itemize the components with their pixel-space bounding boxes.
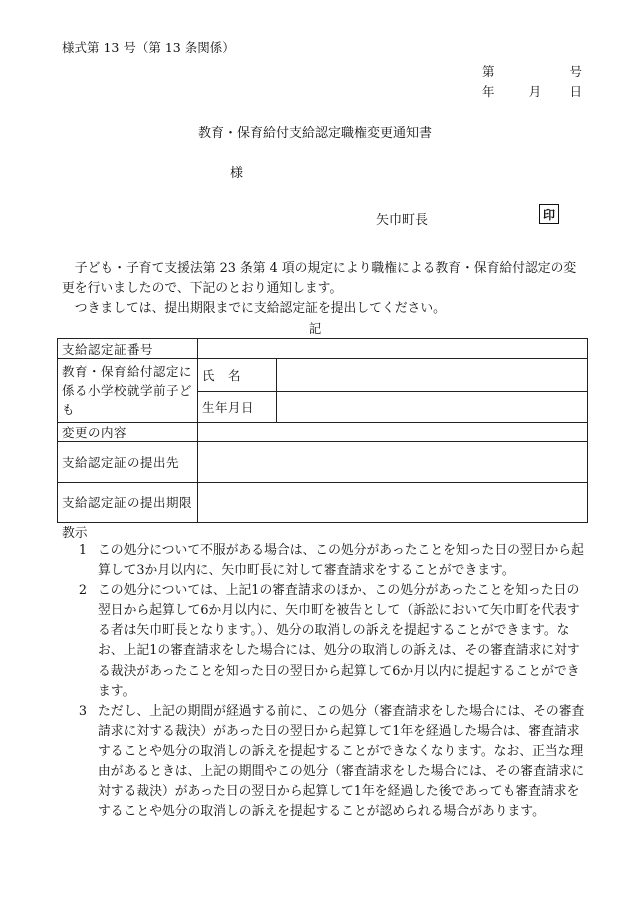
deadline-label: 支給認定証の提出期限 xyxy=(58,483,198,523)
number-suffix: 号 xyxy=(569,64,582,79)
note-number: 2 xyxy=(78,583,87,599)
intro-paragraph: 子ども・子育て支援法第 23 条第 4 項の規定により職権による教育・保育給付認定の変更を行いましたので、下記のとおり通知します。 xyxy=(62,261,577,296)
submit-to-label: 支給認定証の提出先 xyxy=(58,442,198,483)
table-row xyxy=(58,339,588,359)
table-row xyxy=(58,359,588,392)
instruction-list xyxy=(62,541,587,822)
intro-text xyxy=(62,259,587,319)
year-label: 年 xyxy=(482,84,495,99)
deadline-value xyxy=(198,483,588,523)
list-item xyxy=(62,702,587,823)
month-label: 月 xyxy=(528,84,542,99)
note-text: ただし、上記の期間が経過する前に、この処分（審査請求をした場合には、その審査請求に対する裁決）があった日の翌日から起算して1年を経過した場合は、審査請求することや処分の取消しの訴えを提起することができなくなります。なお、正当な理由があるときは、上記の期間やこの処分（審査請求をした場合には、その審査請求に対する裁決）があった日の翌日から起算して1年を経過した後であっても審査請求をすることや処分の取消しの訴えを提起することが認められる場合があります。 xyxy=(98,703,585,820)
day-label: 日 xyxy=(569,84,582,99)
ki-heading: 記 xyxy=(308,321,322,336)
dob-value xyxy=(277,392,588,423)
document-number-line xyxy=(482,62,582,80)
addressee-honorific: 様 xyxy=(230,166,244,181)
table-row xyxy=(58,423,588,442)
number-prefix: 第 xyxy=(482,64,495,79)
dob-label: 生年月日 xyxy=(198,392,277,423)
intro-paragraph: つきましては、提出期限までに支給認定証を提出してください。 xyxy=(74,301,446,316)
form-number: 様式第 13 号（第 13 条関係） xyxy=(62,40,235,55)
table-row xyxy=(58,483,588,523)
name-label: 氏 名 xyxy=(198,359,277,392)
seal-stamp: 印 xyxy=(539,204,559,224)
name-value xyxy=(277,359,588,392)
note-number: 1 xyxy=(78,543,87,558)
submit-to-value xyxy=(198,442,588,483)
change-label: 変更の内容 xyxy=(58,423,198,442)
change-value xyxy=(198,423,588,442)
child-label: 教育・保育給付認定に係る小学校就学前子ども xyxy=(58,359,198,423)
issuer-name: 矢巾町長 xyxy=(376,213,429,228)
list-item xyxy=(62,541,587,581)
note-text: この処分について不服がある場合は、この処分があったことを知った日の翌日から起算して3か月以内に、矢巾町長に対して審査請求をすることができます。 xyxy=(98,543,584,579)
cert-number-value xyxy=(198,339,588,359)
note-text: この処分については、上記1の審査請求のほか、この処分があったことを知った日の翌日から起算して6か月以内に、矢巾町を被告として（訴訟において矢巾町を代表する者は矢巾町長となります。）、処分の取消しの訴えを提起することができます。なお、上記1の審査請求をした場合には、処分の取消しの訴えは、その審査請求に対する裁決があったことを知った日の翌日から起算して6か月以内に提起することができます。 xyxy=(98,583,580,699)
date-line xyxy=(482,82,582,100)
cert-number-label: 支給認定証番号 xyxy=(58,339,198,359)
list-item xyxy=(62,581,587,702)
instruction-heading: 教示 xyxy=(62,526,88,541)
document-title: 教育・保育給付支給認定職権変更通知書 xyxy=(197,126,432,141)
details-table xyxy=(57,338,588,523)
table-row xyxy=(58,442,588,483)
note-number: 3 xyxy=(78,703,87,719)
